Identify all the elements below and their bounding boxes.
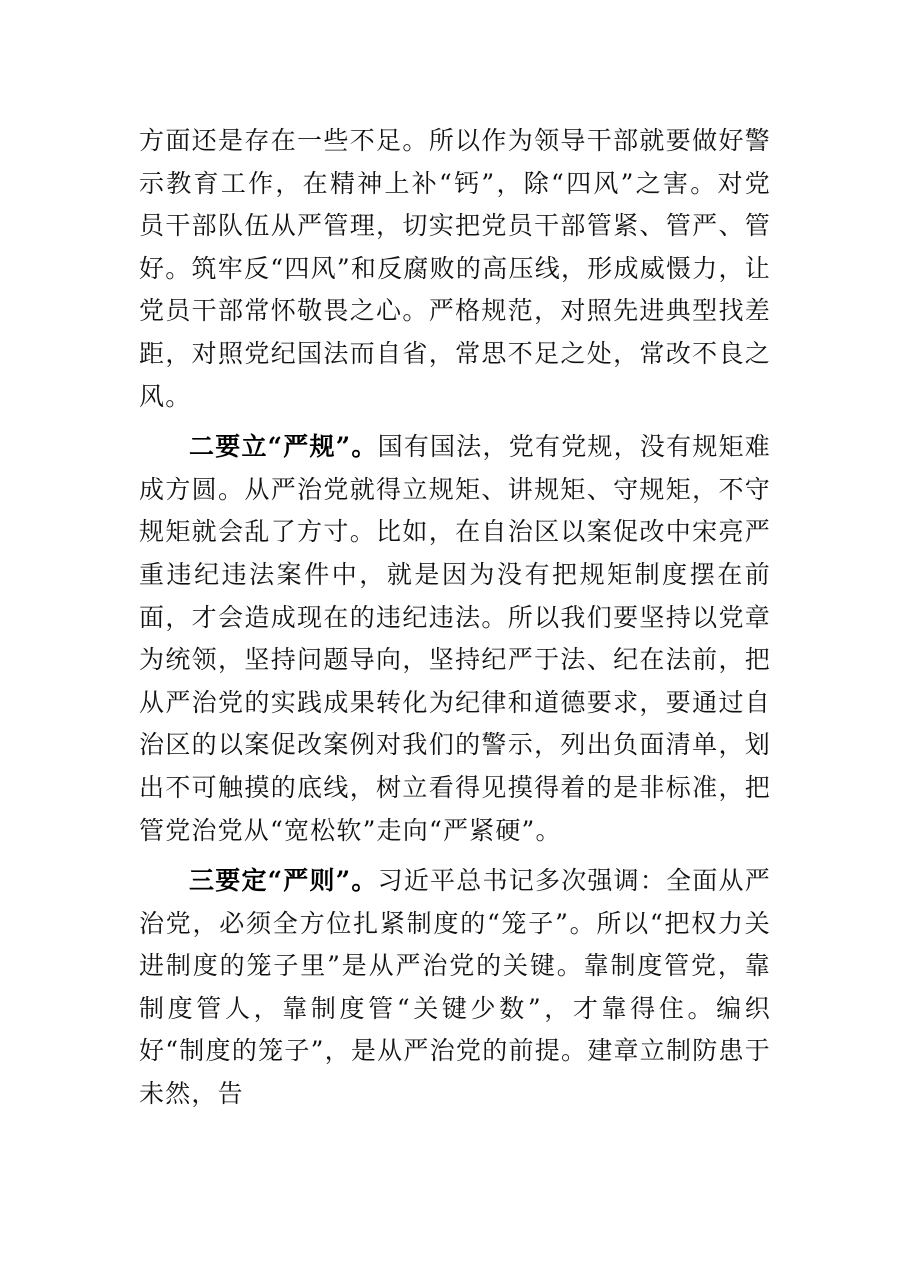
paragraph-third-point	[139, 860, 771, 1116]
paragraph-continuation	[139, 120, 771, 418]
paragraph-heading: 二要立“严规”。	[189, 432, 378, 462]
paragraph-second-point	[139, 426, 771, 852]
paragraph-text: 国有国法，党有党规，没有规矩难成方圆。从严治党就得立规矩、讲规矩、守规矩，不守规矩就会乱了方寸。比如，在自治区以案促改中宋亮严重违纪违法案件中，就是因为没有把规矩制度摆在前面，才会造成现在的违纪违法。所以我们要坚持以党章为统领，坚持问题导向，坚持纪严于法、纪在法前，把从严治党的实践成果转化为纪律和道德要求，要通过自治区的以案促改案例对我们的警示，列出负面清单，划出不可触摸的底线，树立看得见摸得着的是非标准，把管党治党从“宽松软”走向“严紧硬”。	[139, 432, 771, 845]
document-body	[139, 120, 771, 1124]
paragraph-text: 方面还是存在一些不足。所以作为领导干部就要做好警示教育工作，在精神上补“钙”，除“四风”之害。对党员干部队伍从严管理，切实把党员干部管紧、管严、管好。筑牢反“四风”和反腐败的高压线，形成威慑力，让党员干部常怀敬畏之心。严格规范，对照先进典型找差距，对照党纪国法而自省，常思不足之处，常改不良之风。	[139, 126, 771, 411]
paragraph-text: 习近平总书记多次强调：全面从严治党，必须全方位扎紧制度的“笼子”。所以“把权力关进制度的笼子里”是从严治党的关键。靠制度管党，靠制度管人，靠制度管“关键少数”，才靠得住。编织好“制度的笼子”，是从严治党的前提。建章立制防患于未然，告	[139, 866, 771, 1109]
paragraph-heading: 三要定“严则”。	[189, 866, 378, 896]
